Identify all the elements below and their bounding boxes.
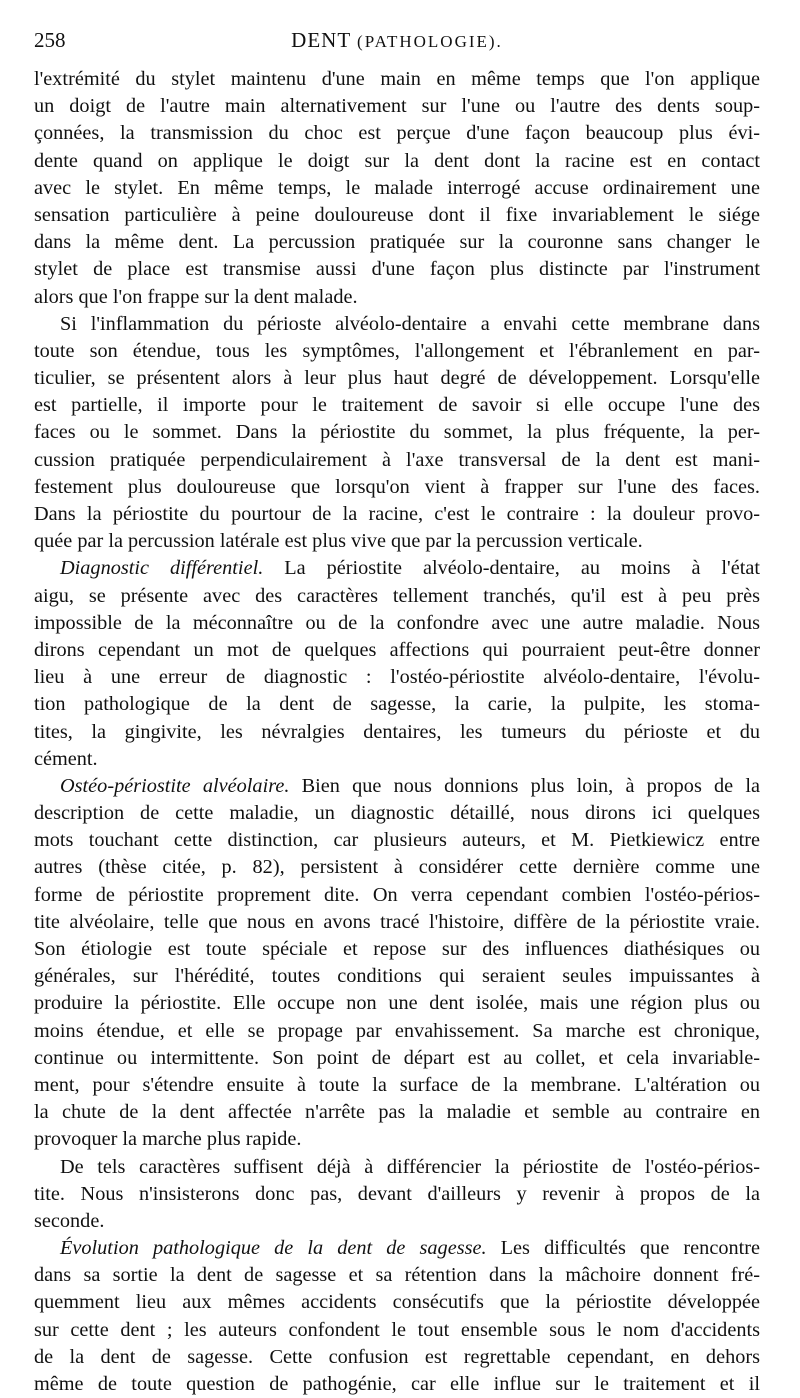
text-line: tites, la gingivite, les névralgies dentaires, les tumeurs du périoste et du	[34, 720, 760, 743]
text-line: alors que l'on frappe sur la dent malade.	[34, 285, 358, 308]
text-line: seconde.	[34, 1209, 105, 1232]
text-line: Son étiologie est toute spéciale et repose sur des influences diathésiques ou	[34, 938, 760, 960]
body-text	[34, 66, 760, 1398]
text-line: description de cette maladie, un diagnostic détaillé, nous dirons ici quelques	[34, 802, 760, 825]
text-line: provoquer la marche plus rapide.	[34, 1128, 302, 1151]
text-run: La périostite alvéolo-dentaire, au moins à l'état	[263, 557, 760, 580]
section-heading: Diagnostic différentiel.	[60, 557, 264, 580]
text-line: toute son étendue, tous les symptômes, l'allongement et l'ébranlement en par-	[34, 339, 760, 362]
text-line: de la dent de sagesse. Cette confusion est regrettable cependant, en dehors	[34, 1345, 760, 1368]
text-line: mots touchant cette distinction, car plusieurs auteurs, et M. Pietkiewicz entre	[34, 829, 760, 852]
text-line: quemment lieu aux mêmes accidents consécutifs que la périostite développée	[34, 1291, 760, 1314]
text-line: Si l'inflammation du périoste alvéolo-dentaire a envahi cette membrane dans	[60, 312, 760, 335]
paragraph	[34, 555, 760, 773]
paragraph	[34, 1235, 760, 1398]
text-line: autres (thèse citée, p. 82), persistent à considérer cette dernière comme une	[34, 856, 760, 879]
text-line: festement plus douloureuse que lorsqu'on vient à frapper sur l'une des faces.	[34, 475, 760, 498]
text-line: tite alvéolaire, telle que nous en avons tracé l'histoire, diffère de la périostite vraie.	[34, 910, 760, 933]
page-header	[34, 28, 760, 58]
page-number: 258	[34, 28, 66, 52]
text-line: la chute de la dent affectée n'arrête pas la maladie et semble au contraire en	[34, 1101, 760, 1124]
text-line: dans sa sortie la dent de sagesse et sa rétention dans la mâchoire donnent fré-	[34, 1264, 760, 1287]
text-run: Bien que nous donnions plus loin, à propos de la	[289, 774, 760, 797]
text-line: quée par la percussion latérale est plus vive que par la percussion verticale.	[34, 530, 643, 553]
text-line: çonnées, la transmission du choc est perçue d'une façon beaucoup plus évi-	[34, 122, 760, 145]
text-line: tite. Nous n'insisterons donc pas, devant d'ailleurs y revenir à propos de la	[34, 1182, 760, 1205]
running-head	[34, 28, 760, 53]
text-line: forme de périostite proprement dite. On verra cependant combien l'ostéo-périos-	[34, 883, 760, 906]
running-head-title: DENT	[291, 28, 351, 52]
text-line: dans la même dent. La percussion pratiquée sur la couronne sans changer le	[34, 231, 760, 254]
text-line: lieu à une erreur de diagnostic : l'ostéo-périostite alvéolo-dentaire, l'évolu-	[34, 666, 760, 689]
text-line: moins étendue, et elle se propage par envahissement. Sa marche est chronique,	[34, 1019, 760, 1042]
section-heading: Évolution pathologique de la dent de sagesse.	[60, 1237, 487, 1260]
text-line: sur cette dent ; les auteurs confondent le tout ensemble sous le nom d'accidents	[34, 1318, 760, 1341]
text-line: tion pathologique de la dent de sagesse, la carie, la pulpite, les stoma-	[34, 693, 760, 716]
text-line: est partielle, il importe pour le traitement de savoir si elle occupe l'une des	[34, 394, 760, 417]
text-line: ment, pour s'étendre ensuite à toute la surface de la membrane. L'altération ou	[34, 1073, 760, 1096]
text-line: cussion pratiquée perpendiculairement à l'axe transversal de la dent est mani-	[34, 448, 760, 471]
text-run: Les difficultés que rencontre	[486, 1237, 760, 1260]
paragraph	[34, 311, 760, 556]
text-line: sensation particulière à peine douloureuse dont il fixe invariablement le siége	[34, 203, 760, 226]
text-line: De tels caractères suffisent déjà à différencier la périostite de l'ostéo-périos-	[60, 1155, 760, 1178]
text-line: ticulier, se présentent alors à leur plus haut degré de développement. Lorsqu'elle	[34, 367, 760, 390]
text-line: Dans la périostite du pourtour de la racine, c'est le contraire : la douleur provo-	[34, 503, 760, 525]
paragraph	[34, 66, 760, 311]
text-line: l'extrémité du stylet maintenu d'une main en même temps que l'on applique	[34, 68, 760, 90]
text-line	[34, 1235, 760, 1262]
text-line: continue ou intermittente. Son point de départ est au collet, et cela invariable-	[34, 1046, 760, 1069]
text-line: stylet de place est transmise aussi d'une façon plus distincte par l'instrument	[34, 258, 760, 281]
text-line: générales, sur l'hérédité, toutes conditions qui seraient seules impuissantes à	[34, 965, 760, 988]
paragraph	[34, 1154, 760, 1236]
text-line: un doigt de l'autre main alternativement sur l'une ou l'autre des dents soup-	[34, 95, 760, 118]
text-line: faces ou le sommet. Dans la périostite du sommet, la plus fréquente, la per-	[34, 421, 760, 444]
section-heading: Ostéo-périostite alvéolaire.	[60, 774, 290, 797]
text-line: même de toute question de pathogénie, car elle influe sur le traitement et il	[34, 1373, 760, 1395]
text-line: dente quand on applique le doigt sur la dent dont la racine est en contact	[34, 149, 760, 172]
text-line: cément.	[34, 747, 98, 770]
text-line	[34, 555, 760, 582]
paragraph	[34, 773, 760, 1154]
running-head-subtitle: (PATHOLOGIE).	[357, 32, 503, 51]
text-line: impossible de la méconnaître ou de la confondre avec une autre maladie. Nous	[34, 611, 760, 634]
text-line: dirons cependant un mot de quelques affections qui pourraient peut-être donner	[34, 638, 760, 661]
text-line: aigu, se présente avec des caractères tellement tranchés, qu'il est à peu près	[34, 584, 760, 607]
text-line: avec le stylet. En même temps, le malade interrogé accuse ordinairement une	[34, 176, 760, 199]
text-line	[34, 773, 760, 800]
text-line: produire la périostite. Elle occupe non une dent isolée, mais une région plus ou	[34, 992, 760, 1015]
